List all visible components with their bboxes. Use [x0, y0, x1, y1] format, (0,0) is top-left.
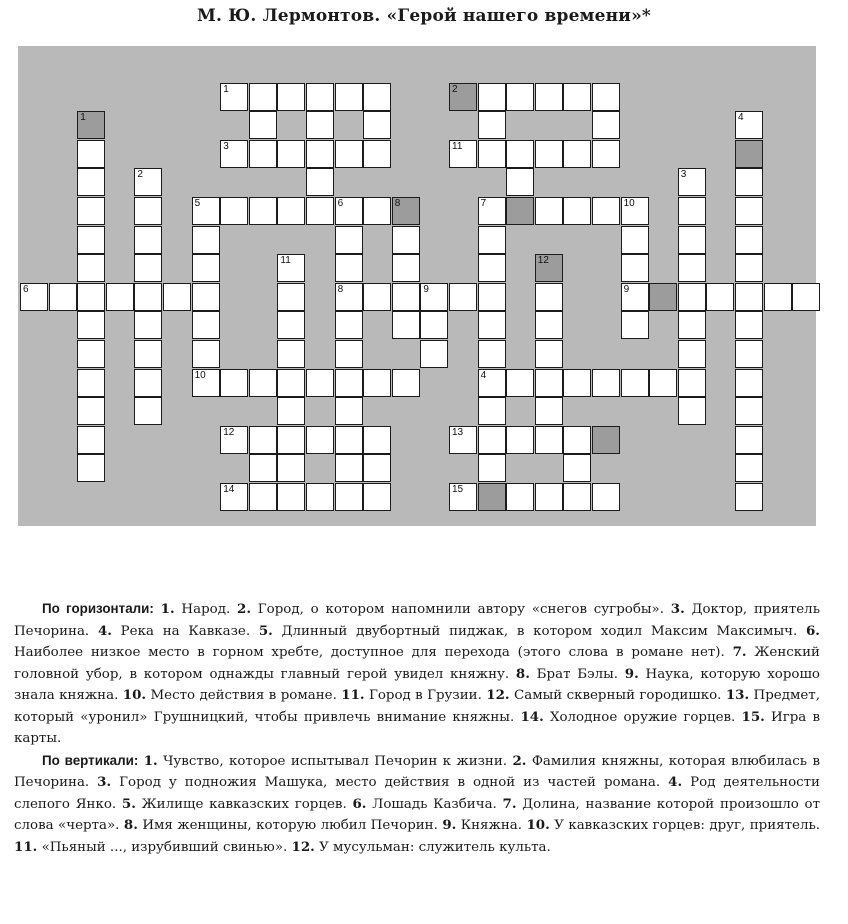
crossword-cell[interactable]	[735, 168, 763, 196]
clue-number: 4.	[97, 622, 112, 639]
clue-text: Фамилия княжны, которая влюбилась в Печорина.	[14, 753, 820, 790]
crossword-cell[interactable]	[49, 283, 77, 311]
clue-text: Жилище кавказских горцев.	[141, 796, 347, 812]
crossword-cell[interactable]	[392, 226, 420, 254]
crossword-cell[interactable]	[335, 83, 363, 111]
crossword-cell[interactable]	[420, 283, 448, 311]
crossword-cell[interactable]	[277, 283, 305, 311]
crossword-cell[interactable]	[363, 454, 391, 482]
crossword-cell[interactable]	[249, 83, 277, 111]
clue-text: Княжна.	[460, 818, 522, 833]
crossword-cell[interactable]	[535, 83, 563, 111]
cell-number: 1	[223, 83, 229, 95]
crossword-cell[interactable]	[277, 83, 305, 111]
crossword-cell[interactable]	[478, 283, 506, 311]
crossword-cell[interactable]	[678, 254, 706, 282]
crossword-cell[interactable]	[134, 226, 162, 254]
clue-number: 11.	[14, 838, 38, 855]
clue-number: 3.	[97, 774, 112, 790]
crossword-cell[interactable]	[335, 197, 363, 225]
crossword-cell[interactable]	[478, 140, 506, 168]
crossword-cell[interactable]	[249, 197, 277, 225]
crossword-cell[interactable]	[306, 426, 334, 454]
crossword-cell[interactable]	[535, 140, 563, 168]
crossword-cell[interactable]	[592, 369, 620, 397]
crossword-cell[interactable]	[363, 140, 391, 168]
crossword-cell[interactable]	[478, 369, 506, 397]
crossword-cell[interactable]	[192, 369, 220, 397]
crossword-cell-shaded[interactable]	[77, 111, 105, 139]
crossword-cell[interactable]	[478, 254, 506, 282]
crossword-cell[interactable]	[535, 426, 563, 454]
crossword-cell-shaded[interactable]	[735, 140, 763, 168]
cell-number: 10	[194, 369, 206, 381]
crossword-cell[interactable]	[306, 197, 334, 225]
crossword-cell[interactable]	[77, 226, 105, 254]
crossword-cell[interactable]	[249, 483, 277, 511]
crossword-cell[interactable]	[77, 454, 105, 482]
cell-number: 6	[337, 198, 344, 209]
clue-number: 1.	[160, 601, 175, 617]
cell-number: 3	[680, 169, 687, 181]
crossword-cell[interactable]	[335, 311, 363, 339]
crossword-cell[interactable]	[134, 254, 162, 282]
clue-number: 12.	[291, 838, 315, 855]
crossword-cell[interactable]	[478, 340, 506, 368]
crossword-cell[interactable]	[335, 454, 363, 482]
crossword-cell[interactable]	[621, 283, 649, 311]
clue-number: 12.	[486, 687, 510, 703]
clue-text: У кавказских горцев: друг, приятель.	[554, 818, 821, 833]
crossword-cell[interactable]	[563, 483, 591, 511]
clue-text: Место действия в романе.	[150, 688, 337, 703]
across-list	[14, 602, 820, 746]
crossword-cell[interactable]	[621, 369, 649, 397]
clue-number: 1.	[143, 752, 158, 769]
crossword-cell[interactable]	[592, 197, 620, 225]
down-list	[14, 754, 820, 855]
crossword-cell[interactable]	[506, 140, 534, 168]
crossword-cell[interactable]	[335, 226, 363, 254]
across-heading: По горизонтали:	[42, 601, 154, 616]
cell-number: 5	[194, 198, 201, 209]
clue-text: Длинный двубортный пиджак, в котором ходил Максим Максимыч.	[281, 623, 798, 639]
clue-number: 5.	[121, 795, 136, 812]
crossword-cell[interactable]	[220, 197, 248, 225]
clue-number: 5.	[258, 622, 273, 639]
crossword-cell[interactable]	[220, 426, 248, 454]
clue-text: Река на Кавказе.	[120, 623, 251, 639]
crossword-cell[interactable]	[306, 140, 334, 168]
crossword-cell[interactable]	[392, 254, 420, 282]
crossword-cell[interactable]	[506, 426, 534, 454]
cell-number: 12	[223, 426, 235, 438]
crossword-cell[interactable]	[506, 168, 534, 196]
crossword-cell-shaded[interactable]	[478, 483, 506, 511]
crossword-cell[interactable]	[621, 197, 649, 225]
crossword-cell[interactable]	[249, 454, 277, 482]
crossword-cell[interactable]	[306, 83, 334, 111]
crossword-cell[interactable]	[563, 426, 591, 454]
cell-number: 1	[80, 112, 86, 124]
crossword-cell[interactable]	[735, 254, 763, 282]
crossword-cell[interactable]	[735, 226, 763, 254]
crossword-cell[interactable]	[592, 140, 620, 168]
crossword-cell[interactable]	[735, 283, 763, 311]
crossword-cell[interactable]	[735, 454, 763, 482]
across-clues	[14, 598, 820, 750]
crossword-cell[interactable]	[363, 111, 391, 139]
clue-text: Долина, название которой произошло от слова «черта».	[14, 796, 821, 833]
crossword-cell[interactable]	[335, 397, 363, 425]
crossword-cell[interactable]	[277, 397, 305, 425]
cell-number: 3	[223, 140, 229, 152]
crossword-cell[interactable]	[735, 311, 763, 339]
crossword-cell[interactable]	[335, 483, 363, 511]
cell-number: 15	[452, 484, 464, 495]
clue-text: Брат Бэлы.	[536, 666, 618, 682]
crossword-cell[interactable]	[134, 197, 162, 225]
crossword-cell[interactable]	[392, 283, 420, 311]
crossword-cell[interactable]	[478, 83, 506, 111]
crossword-cell-shaded[interactable]	[392, 197, 420, 225]
crossword-cell[interactable]	[535, 340, 563, 368]
crossword-cell[interactable]	[735, 197, 763, 225]
crossword-cell[interactable]	[77, 168, 105, 196]
crossword-cell[interactable]	[478, 111, 506, 139]
crossword-cell[interactable]	[134, 311, 162, 339]
clue-text: Игра в карты.	[14, 709, 820, 746]
clue-text: Город в Грузии.	[368, 688, 482, 703]
crossword-cell[interactable]	[134, 340, 162, 368]
crossword-cell[interactable]	[735, 397, 763, 425]
cell-number: 11	[452, 140, 463, 152]
cell-number: 13	[452, 426, 464, 438]
crossword-cell-shaded[interactable]	[535, 254, 563, 282]
cell-number: 2	[452, 83, 458, 95]
crossword-cell[interactable]	[592, 83, 620, 111]
crossword-cell[interactable]	[449, 283, 477, 311]
crossword-cell[interactable]	[392, 311, 420, 339]
clue-text: Народ.	[181, 602, 231, 617]
clue-number: 3.	[670, 601, 685, 617]
clue-number: 8.	[123, 817, 138, 833]
crossword-cell[interactable]	[678, 197, 706, 225]
crossword-cell[interactable]	[678, 283, 706, 311]
clue-number: 6.	[352, 795, 367, 812]
crossword-cell[interactable]	[77, 369, 105, 397]
cell-number: 10	[623, 198, 635, 209]
crossword-cell[interactable]	[678, 168, 706, 196]
crossword-cell[interactable]	[249, 111, 277, 139]
crossword-cell[interactable]	[363, 483, 391, 511]
crossword-cell[interactable]	[449, 140, 477, 168]
crossword-cell[interactable]	[192, 197, 220, 225]
crossword-cell[interactable]	[392, 369, 420, 397]
crossword-cell-shaded[interactable]	[449, 83, 477, 111]
crossword-cell[interactable]	[506, 83, 534, 111]
crossword-cell[interactable]	[277, 140, 305, 168]
crossword-cell[interactable]	[535, 369, 563, 397]
clue-text: Наука, которую хорошо знала княжна.	[14, 666, 820, 703]
clue-number: 15.	[741, 708, 765, 725]
crossword-cell[interactable]	[335, 254, 363, 282]
crossword-cell[interactable]	[506, 369, 534, 397]
crossword-cell[interactable]	[363, 283, 391, 311]
crossword-cell[interactable]	[506, 483, 534, 511]
crossword-cell[interactable]	[134, 168, 162, 196]
crossword-cell[interactable]	[678, 397, 706, 425]
crossword-cell[interactable]	[277, 426, 305, 454]
clue-text: Город, о котором напомнили автору «снегов сугробы».	[257, 602, 664, 617]
crossword-cell[interactable]	[478, 397, 506, 425]
clue-text: Род деятельности слепого Янко.	[14, 775, 820, 812]
crossword-cell[interactable]	[363, 197, 391, 225]
crossword-cell[interactable]	[363, 83, 391, 111]
crossword-cell[interactable]	[134, 397, 162, 425]
crossword-cell[interactable]	[306, 168, 334, 196]
crossword-cell[interactable]	[478, 454, 506, 482]
clue-text: «Пьяный ..., изрубивший свинью».	[41, 839, 288, 855]
crossword-cell[interactable]	[335, 283, 363, 311]
crossword-cell[interactable]	[706, 283, 734, 311]
crossword-cell[interactable]	[420, 311, 448, 339]
crossword-cell[interactable]	[335, 369, 363, 397]
cell-number: 9	[623, 283, 630, 295]
crossword-cell-shaded[interactable]	[592, 426, 620, 454]
crossword-cell[interactable]	[335, 140, 363, 168]
crossword-cell[interactable]	[420, 340, 448, 368]
clue-number: 14.	[520, 708, 544, 725]
crossword-cell[interactable]	[678, 369, 706, 397]
crossword-cell[interactable]	[277, 369, 305, 397]
crossword-cell[interactable]	[277, 254, 305, 282]
crossword-cell[interactable]	[449, 483, 477, 511]
clue-number: 7.	[502, 795, 517, 812]
crossword-cell[interactable]	[735, 483, 763, 511]
clue-text: Город у подножия Машука, место действия в одной из частей романа.	[119, 775, 661, 790]
clue-number: 6.	[805, 622, 820, 639]
cell-number: 9	[423, 283, 429, 295]
crossword-cell[interactable]	[678, 340, 706, 368]
crossword-cell[interactable]	[163, 283, 191, 311]
cell-number: 7	[480, 198, 487, 209]
cell-number: 6	[23, 283, 29, 295]
cell-number: 4	[480, 369, 487, 381]
crossword-cell[interactable]	[363, 369, 391, 397]
crossword-cell[interactable]	[592, 483, 620, 511]
crossword-cell[interactable]	[77, 140, 105, 168]
clue-text: Женский головной убор, в котором однажды главный герой увидел княжну.	[14, 645, 820, 682]
crossword-cell[interactable]	[306, 483, 334, 511]
crossword-cell[interactable]	[621, 226, 649, 254]
clue-number: 10.	[122, 687, 147, 703]
crossword-cell[interactable]	[563, 140, 591, 168]
clue-text: Предмет, который «уронил» Грушницкий, чтобы привлечь внимание княжны.	[14, 688, 820, 725]
crossword-cell[interactable]	[792, 283, 820, 311]
crossword-cell[interactable]	[535, 397, 563, 425]
crossword-cell[interactable]	[220, 369, 248, 397]
clue-number: 9.	[624, 665, 639, 682]
crossword-cell[interactable]	[77, 340, 105, 368]
crossword-cell[interactable]	[106, 283, 134, 311]
crossword-cell[interactable]	[277, 483, 305, 511]
crossword-cell[interactable]	[192, 340, 220, 368]
crossword-cell[interactable]	[621, 311, 649, 339]
crossword-cell[interactable]	[735, 426, 763, 454]
crossword-cell[interactable]	[449, 426, 477, 454]
cell-number: 8	[394, 198, 401, 209]
cell-number: 12	[537, 255, 549, 267]
crossword-cell[interactable]	[277, 340, 305, 368]
down-heading: По вертикали:	[42, 752, 139, 768]
clue-number: 8.	[515, 665, 530, 682]
crossword-grid	[18, 46, 816, 526]
crossword-cell-shaded[interactable]	[649, 283, 677, 311]
clue-number: 9.	[442, 817, 457, 833]
clue-number: 2.	[237, 601, 251, 617]
clue-text: Наиболее низкое место в горном хребте, доступное для перехода (этого слова в романе нет).	[14, 645, 725, 660]
crossword-cell[interactable]	[277, 197, 305, 225]
crossword-cell[interactable]	[192, 283, 220, 311]
crossword-cell[interactable]	[735, 340, 763, 368]
clue-text: У мусульман: служитель культа.	[319, 839, 551, 855]
cell-number: 8	[337, 283, 344, 295]
crossword-cell[interactable]	[535, 483, 563, 511]
crossword-cell[interactable]	[478, 197, 506, 225]
crossword-cell[interactable]	[134, 369, 162, 397]
clues-section	[14, 598, 820, 858]
crossword-cell-shaded[interactable]	[506, 197, 534, 225]
clue-number: 10.	[526, 817, 550, 833]
crossword-cell[interactable]	[535, 197, 563, 225]
clue-text: Имя женщины, которую любил Печорин.	[142, 818, 438, 833]
crossword-cell[interactable]	[478, 226, 506, 254]
crossword-cell[interactable]	[192, 311, 220, 339]
clue-text: Чувство, которое испытывал Печорин к жизни.	[163, 753, 508, 769]
crossword-cell[interactable]	[306, 369, 334, 397]
clue-number: 4.	[668, 774, 683, 790]
crossword-cell[interactable]	[335, 426, 363, 454]
clue-text: Самый скверный городишко.	[513, 688, 722, 703]
crossword-cell[interactable]	[621, 254, 649, 282]
crossword-cell[interactable]	[192, 226, 220, 254]
crossword-cell[interactable]	[277, 454, 305, 482]
crossword-cell[interactable]	[478, 426, 506, 454]
crossword-cell[interactable]	[649, 369, 677, 397]
crossword-cell[interactable]	[277, 311, 305, 339]
crossword-cell[interactable]	[306, 111, 334, 139]
crossword-cell[interactable]	[735, 111, 763, 139]
page-title: М. Ю. Лермонтов. «Герой нашего времени»*	[197, 6, 651, 26]
clue-number: 2.	[512, 752, 527, 769]
crossword-cell[interactable]	[77, 426, 105, 454]
crossword-cell[interactable]	[77, 283, 105, 311]
cell-number: 2	[137, 169, 143, 181]
crossword-cell[interactable]	[592, 111, 620, 139]
crossword-cell[interactable]	[134, 283, 162, 311]
crossword-cell[interactable]	[249, 369, 277, 397]
cell-number: 11	[280, 255, 291, 267]
crossword-cell[interactable]	[563, 197, 591, 225]
crossword-cell[interactable]	[735, 369, 763, 397]
crossword-cell[interactable]	[535, 283, 563, 311]
crossword-cell[interactable]	[220, 483, 248, 511]
crossword-cell[interactable]	[363, 426, 391, 454]
crossword-cell[interactable]	[478, 311, 506, 339]
crossword-cell[interactable]	[563, 454, 591, 482]
crossword-cell[interactable]	[249, 140, 277, 168]
crossword-cell[interactable]	[220, 140, 248, 168]
crossword-cell[interactable]	[77, 254, 105, 282]
crossword-cell[interactable]	[20, 283, 48, 311]
cell-number: 14	[223, 484, 235, 495]
down-clues	[14, 750, 820, 859]
crossword-cell[interactable]	[678, 226, 706, 254]
crossword-cell[interactable]	[678, 311, 706, 339]
clue-text: Лошадь Казбича.	[372, 796, 497, 812]
crossword-cell[interactable]	[77, 397, 105, 425]
clue-number: 11.	[341, 687, 365, 703]
crossword-cell[interactable]	[77, 197, 105, 225]
crossword-cell[interactable]	[535, 311, 563, 339]
crossword-cell[interactable]	[764, 283, 792, 311]
crossword-cell[interactable]	[77, 311, 105, 339]
clue-number: 7.	[732, 644, 747, 660]
cell-number: 4	[738, 112, 744, 124]
clue-text: Доктор, приятель Печорина.	[14, 602, 820, 639]
crossword-cell[interactable]	[563, 369, 591, 397]
crossword-cell[interactable]	[220, 83, 248, 111]
crossword-cell[interactable]	[335, 340, 363, 368]
clue-number: 13.	[725, 687, 750, 703]
crossword-cell[interactable]	[192, 254, 220, 282]
crossword-cell[interactable]	[249, 426, 277, 454]
crossword-cell[interactable]	[563, 83, 591, 111]
clue-text: Холодное оружие горцев.	[549, 709, 736, 725]
